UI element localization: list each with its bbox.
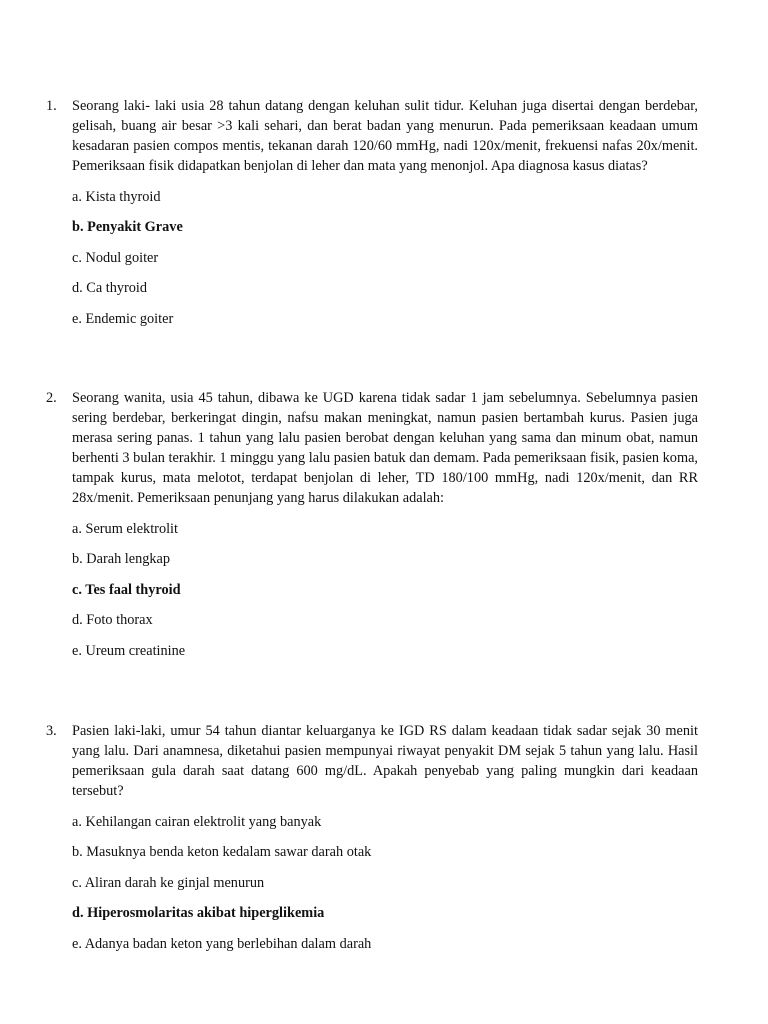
option-a: a. Kehilangan cairan elektrolit yang banyak xyxy=(72,813,322,830)
option-c: c. Nodul goiter xyxy=(72,249,159,266)
question-3 xyxy=(46,721,698,954)
option-list xyxy=(46,812,698,954)
option-d: d. Ca thyroid xyxy=(72,280,148,297)
option-e: e. Ureum creatinine xyxy=(72,642,186,659)
question-number: 1. xyxy=(46,98,57,114)
option-d: d. Foto thorax xyxy=(72,612,153,629)
question-number: 2. xyxy=(46,390,57,406)
question-text: Seorang laki- laki usia 28 tahun datang dengan keluhan sulit tidur. Keluhan juga disertai dengan berdebar, gelisah, buang air besar >3 kali sehari, dan berat badan yang menurun. Pada pemeriksaan keadaan umum kesadaran pasien compos mentis, tekanan darah 120/60 mmHg, nadi 120x/menit, frekuensi nafas 20x/menit. Pemeriksaan fisik didapatkan benjolan di leher dan mata yang menonjol. Apa diagnosa kasus diatas? xyxy=(72,98,698,174)
option-list xyxy=(46,187,698,329)
option-e: e. Adanya badan keton yang berlebihan dalam darah xyxy=(72,935,372,952)
option-c: c. Aliran darah ke ginjal menurun xyxy=(72,874,265,891)
question-stem xyxy=(46,388,698,508)
option-b-correct: b. Penyakit Grave xyxy=(72,219,183,236)
option-list xyxy=(46,519,698,661)
question-1 xyxy=(46,96,698,329)
option-a: a. Kista thyroid xyxy=(72,188,161,205)
option-e: e. Endemic goiter xyxy=(72,310,174,327)
option-b: b. Masuknya benda keton kedalam sawar darah otak xyxy=(72,844,372,861)
option-a: a. Serum elektrolit xyxy=(72,520,179,537)
question-number: 3. xyxy=(46,723,57,739)
question-stem xyxy=(46,721,698,801)
question-stem xyxy=(46,96,698,176)
option-b: b. Darah lengkap xyxy=(72,551,171,568)
question-text: Pasien laki-laki, umur 54 tahun diantar keluarganya ke IGD RS dalam keadaan tidak sadar sejak 30 menit yang lalu. Dari anamnesa, diketahui pasien mempunyai riwayat penyakit DM sejak 5 tahun yang lalu. Hasil pemeriksaan gula darah saat datang 600 mg/dL. Apakah penyebab yang paling mungkin dari keadaan tersebut? xyxy=(72,723,698,799)
option-d-correct: d. Hiperosmolaritas akibat hiperglikemia xyxy=(72,905,325,922)
question-text: Seorang wanita, usia 45 tahun, dibawa ke UGD karena tidak sadar 1 jam sebelumnya. Sebelumnya pasien sering berdebar, berkeringat dingin, nafsu makan meningkat, namun pasien bertambah kurus. Pasien juga merasa sering panas. 1 tahun yang lalu pasien berobat dengan keluhan yang sama dan minum obat, namun berhenti 3 bulan terakhir. 1 minggu yang lalu pasien batuk dan demam. Pada pemeriksaan fisik, pasien koma, tampak kurus, mata melotot, terdapat benjolan di leher, TD 180/100 mmHg, nadi 120x/menit, dan RR 28x/menit. Pemeriksaan penunjang yang harus dilakukan adalah: xyxy=(72,390,698,506)
option-c-correct: c. Tes faal thyroid xyxy=(72,581,181,598)
question-2 xyxy=(46,388,698,661)
